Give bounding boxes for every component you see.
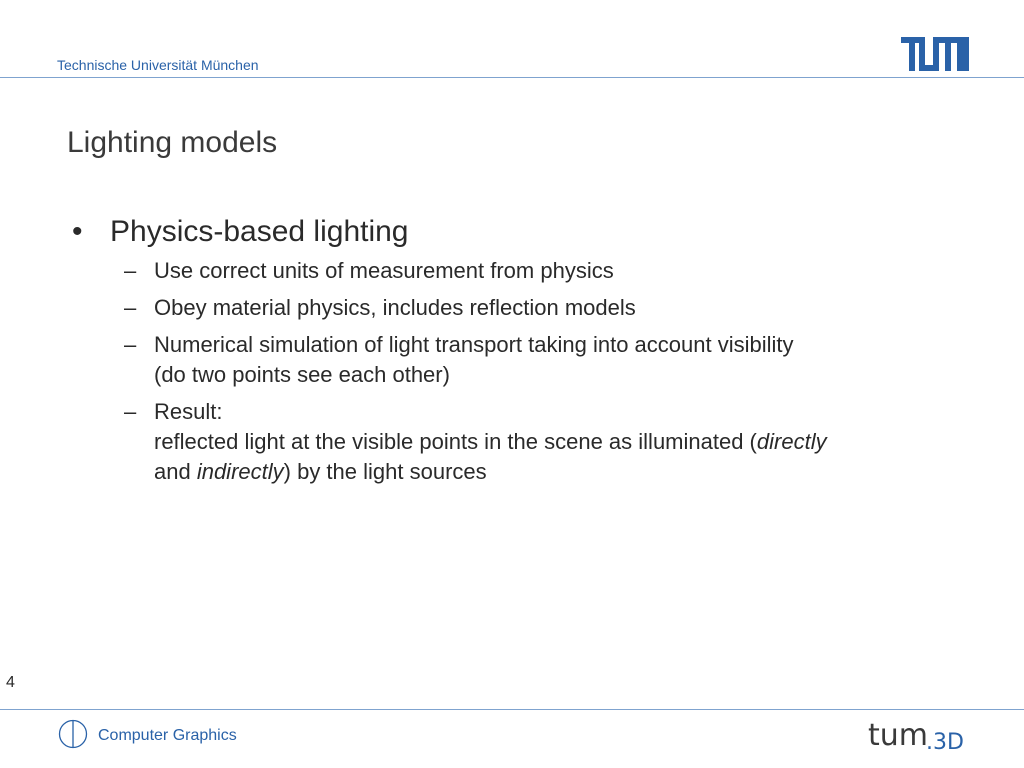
sub-bullet-text: Numerical simulation of light transport taking into account visibility	[154, 332, 794, 357]
page-number: 4	[6, 674, 15, 691]
result-text-and: and	[154, 459, 197, 484]
sub-bullet-marker: –	[124, 399, 137, 424]
result-emphasis-directly: directly	[756, 429, 827, 454]
result-text-prefix: reflected light at the visible points in the scene as illuminated (	[154, 429, 757, 454]
sub-bullet-list	[70, 256, 970, 487]
bullet-item	[70, 212, 970, 252]
course-name: Computer Graphics	[98, 727, 237, 744]
result-label: Result:	[154, 399, 223, 424]
footer-divider	[0, 709, 1024, 710]
sub-bullet-marker: –	[124, 295, 137, 320]
sub-bullet-marker: –	[124, 332, 137, 357]
sub-bullet-marker: –	[124, 258, 137, 283]
tum3d-logo	[868, 715, 968, 751]
header-divider	[0, 77, 1024, 78]
bullet-text: Physics-based lighting	[110, 215, 409, 248]
sub-bullet-text: Use correct units of measurement from physics	[154, 258, 614, 283]
result-text-line-1	[154, 427, 970, 457]
result-text-suffix: ) by the light sources	[283, 459, 487, 484]
tum-logo-shapes	[901, 37, 969, 71]
sub-bullet-text-continuation: (do two points see each other)	[154, 362, 450, 387]
slide-content	[70, 212, 970, 494]
tum-logo	[901, 37, 969, 71]
circle-line-icon	[58, 719, 88, 749]
tum3d-logo-tum-text: tum	[868, 718, 928, 751]
slide-title: Lighting models	[67, 126, 278, 159]
sub-bullet-item	[70, 397, 970, 487]
sub-bullet-text: Obey material physics, includes reflection models	[154, 295, 636, 320]
tum3d-logo-3d-text: .3D	[926, 730, 964, 751]
sub-bullet-item	[70, 256, 970, 286]
sub-bullet-item	[70, 293, 970, 323]
bullet-marker: •	[72, 215, 83, 248]
university-name: Technische Universität München	[57, 57, 259, 73]
result-text-line-2	[154, 457, 970, 487]
result-emphasis-indirectly: indirectly	[196, 459, 284, 484]
sub-bullet-item	[70, 330, 970, 390]
